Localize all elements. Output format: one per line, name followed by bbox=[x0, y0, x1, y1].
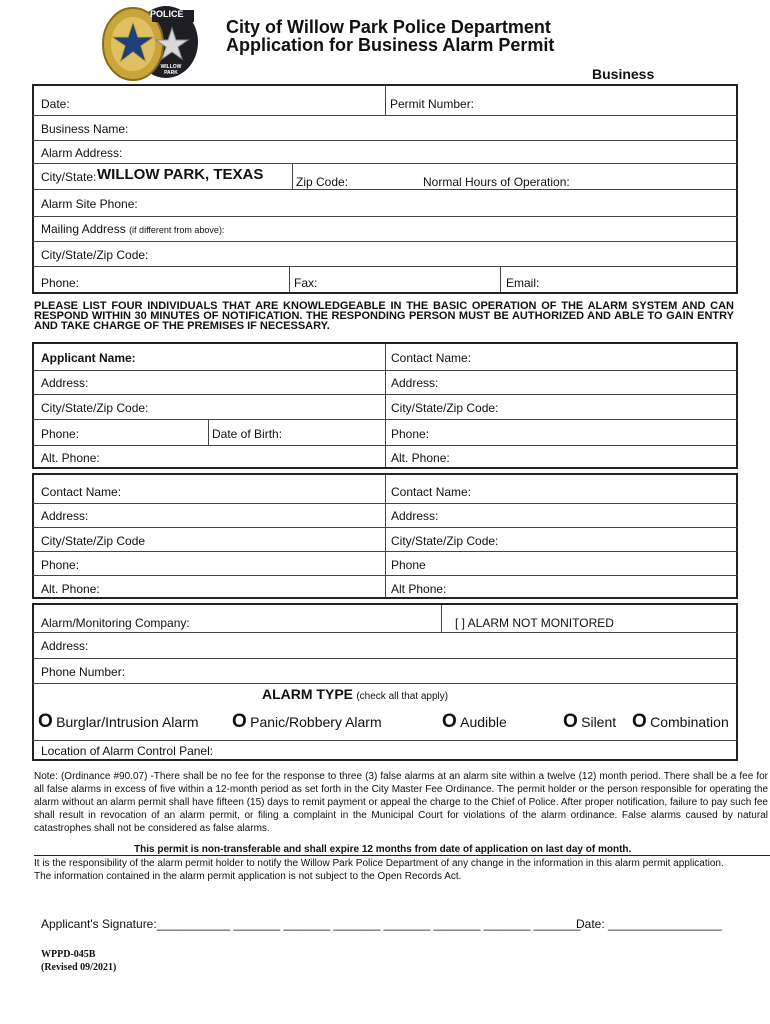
contact2-alt-phone-left[interactable]: Alt. Phone: bbox=[41, 582, 100, 596]
alarm-company-field[interactable]: Alarm/Monitoring Company: bbox=[41, 616, 190, 630]
signature-line: ___________ _______ _______ _______ _______ _______ _______ _______ bbox=[156, 917, 581, 931]
permit-expiry-notice: This permit is non-transferable and shall expire 12 months from date of application on last day of month. bbox=[134, 844, 632, 855]
option-audible[interactable] bbox=[442, 711, 507, 733]
contact-phone-field[interactable]: Phone: bbox=[391, 427, 430, 441]
radio-icon[interactable]: O bbox=[232, 711, 247, 732]
permit-number-field[interactable]: Permit Number: bbox=[390, 97, 475, 111]
radio-icon[interactable]: O bbox=[632, 711, 647, 732]
mailing-address-field[interactable] bbox=[41, 222, 224, 236]
phone-field[interactable]: Phone: bbox=[41, 276, 80, 290]
contact-address-field[interactable]: Address: bbox=[391, 376, 439, 390]
contact-name-field[interactable]: Contact Name: bbox=[391, 351, 472, 365]
control-panel-location-field[interactable]: Location of Alarm Control Panel: bbox=[41, 744, 214, 758]
city-state-zip-field[interactable]: City/State/Zip Code: bbox=[41, 248, 149, 262]
contact2-address-right[interactable]: Address: bbox=[391, 509, 439, 523]
form-title: City of Willow Park Police Department bbox=[226, 17, 551, 37]
alarm-type-title: ALARM TYPE bbox=[262, 686, 353, 702]
mailing-address-label: Mailing Address bbox=[41, 222, 126, 236]
contact2-name-left[interactable]: Contact Name: bbox=[41, 485, 122, 499]
date-of-birth-field[interactable]: Date of Birth: bbox=[212, 427, 283, 441]
signature-date-field[interactable] bbox=[576, 917, 722, 931]
applicant-name-field[interactable]: Applicant Name: bbox=[41, 351, 136, 365]
option-label: Burglar/Intrusion Alarm bbox=[56, 714, 199, 730]
contact2-address-left[interactable]: Address: bbox=[41, 509, 89, 523]
contact2-csz-right[interactable]: City/State/Zip Code: bbox=[391, 534, 499, 548]
option-label: Audible bbox=[460, 714, 507, 730]
fax-field[interactable]: Fax: bbox=[294, 276, 318, 290]
applicant-alt-phone-field[interactable]: Alt. Phone: bbox=[41, 451, 100, 465]
city-state-value: WILLOW PARK, TEXAS bbox=[97, 166, 264, 183]
option-panic[interactable] bbox=[232, 711, 382, 733]
contact2-phone-left[interactable]: Phone: bbox=[41, 558, 80, 572]
alarm-company-phone-field[interactable]: Phone Number: bbox=[41, 665, 126, 679]
responsibility-statement: It is the responsibility of the alarm permit holder to notify the Willow Park Police Department of any change in the information in this alarm permit application. The information contained in the alarm permit application is not subject to the Open Records Act. bbox=[34, 858, 724, 882]
contact2-phone-right[interactable]: Phone bbox=[391, 558, 426, 572]
form-subtitle: Application for Business Alarm Permit bbox=[226, 35, 555, 55]
option-combination[interactable] bbox=[632, 711, 729, 733]
applicant-csz-field[interactable]: City/State/Zip Code: bbox=[41, 401, 149, 415]
option-silent[interactable] bbox=[563, 711, 616, 733]
mailing-address-note: (if different from above): bbox=[129, 225, 225, 235]
option-label: Silent bbox=[581, 714, 617, 730]
badge-police-text: POLICE bbox=[150, 9, 184, 19]
alarm-site-phone-field[interactable]: Alarm Site Phone: bbox=[41, 197, 138, 211]
alarm-address-field[interactable]: Alarm Address: bbox=[41, 146, 123, 160]
contacts-notice: PLEASE LIST FOUR INDIVIDUALS THAT ARE KNOWLEDGEABLE IN THE BASIC OPERATION OF THE ALARM SYSTEM AND CAN RESPOND WITHIN 30 MINUTES OF NOTIFICATION. THE RESPONDING PERSON MUST BE AUTHORIZED AND ABLE TO GAIN ENTRY AND TAKE CHARGE OF THE PREMISES IF NECESSARY. bbox=[34, 300, 734, 332]
date-field[interactable]: Date: bbox=[41, 97, 70, 111]
applicant-phone-field[interactable]: Phone: bbox=[41, 427, 80, 441]
radio-icon[interactable]: O bbox=[563, 711, 578, 732]
hours-of-operation-field[interactable]: Normal Hours of Operation: bbox=[423, 175, 570, 189]
contact-csz-field[interactable]: City/State/Zip Code: bbox=[391, 401, 499, 415]
alarm-company-address-field[interactable]: Address: bbox=[41, 639, 89, 653]
ordinance-note: Note: (Ordinance #90.07) -There shall be no fee for the response to three (3) false alarms at an alarm site within a twelve (12) month period. There shall be a fee for all false alarms in excess of five within a 12-month period as set forth in the City Master Fee Ordinance. The permit holder or the person responsible for operating the alarm without an alarm permit shall have fifteen (15) days to remit payment or appeal the charge to the Chief of Police. After proper notification, failure to pay such fee shall result in revocation of an alarm permit, or filing a complaint in the Municipal Court for violations of the alarm ordinance. False alarms caused by natural catastrophes shall not be considered as false alarms. bbox=[34, 771, 768, 834]
radio-icon[interactable]: O bbox=[442, 711, 457, 732]
section-label: Business bbox=[592, 66, 655, 82]
signature-field[interactable] bbox=[41, 917, 580, 931]
contact2-csz-left[interactable]: City/State/Zip Code bbox=[41, 534, 146, 548]
alarm-not-monitored-checkbox[interactable]: [ ] ALARM NOT MONITORED bbox=[455, 616, 614, 630]
contact2-name-right[interactable]: Contact Name: bbox=[391, 485, 472, 499]
signature-date-label: Date: bbox=[576, 917, 605, 931]
form-code: WPPD-045B bbox=[41, 949, 96, 960]
signature-label: Applicant's Signature: bbox=[41, 917, 157, 931]
contact-alt-phone-field[interactable]: Alt. Phone: bbox=[391, 451, 450, 465]
option-label: Combination bbox=[650, 714, 729, 730]
zip-code-field[interactable]: Zip Code: bbox=[296, 175, 349, 189]
alarm-type-note: (check all that apply) bbox=[356, 691, 449, 702]
email-field[interactable]: Email: bbox=[506, 276, 540, 290]
badge-city-text: WILLOW PARK bbox=[160, 64, 182, 76]
contact2-alt-phone-right[interactable]: Alt Phone: bbox=[391, 582, 447, 596]
applicant-address-field[interactable]: Address: bbox=[41, 376, 89, 390]
option-label: Panic/Robbery Alarm bbox=[250, 714, 382, 730]
radio-icon[interactable]: O bbox=[38, 711, 53, 732]
signature-date-line: _________________ bbox=[608, 917, 722, 931]
business-name-field[interactable]: Business Name: bbox=[41, 122, 129, 136]
option-burglar[interactable] bbox=[38, 711, 199, 733]
revision-date: (Revised 09/2021) bbox=[41, 962, 117, 973]
city-state-field[interactable]: City/State: bbox=[41, 170, 97, 184]
alarm-type-heading bbox=[262, 686, 448, 702]
